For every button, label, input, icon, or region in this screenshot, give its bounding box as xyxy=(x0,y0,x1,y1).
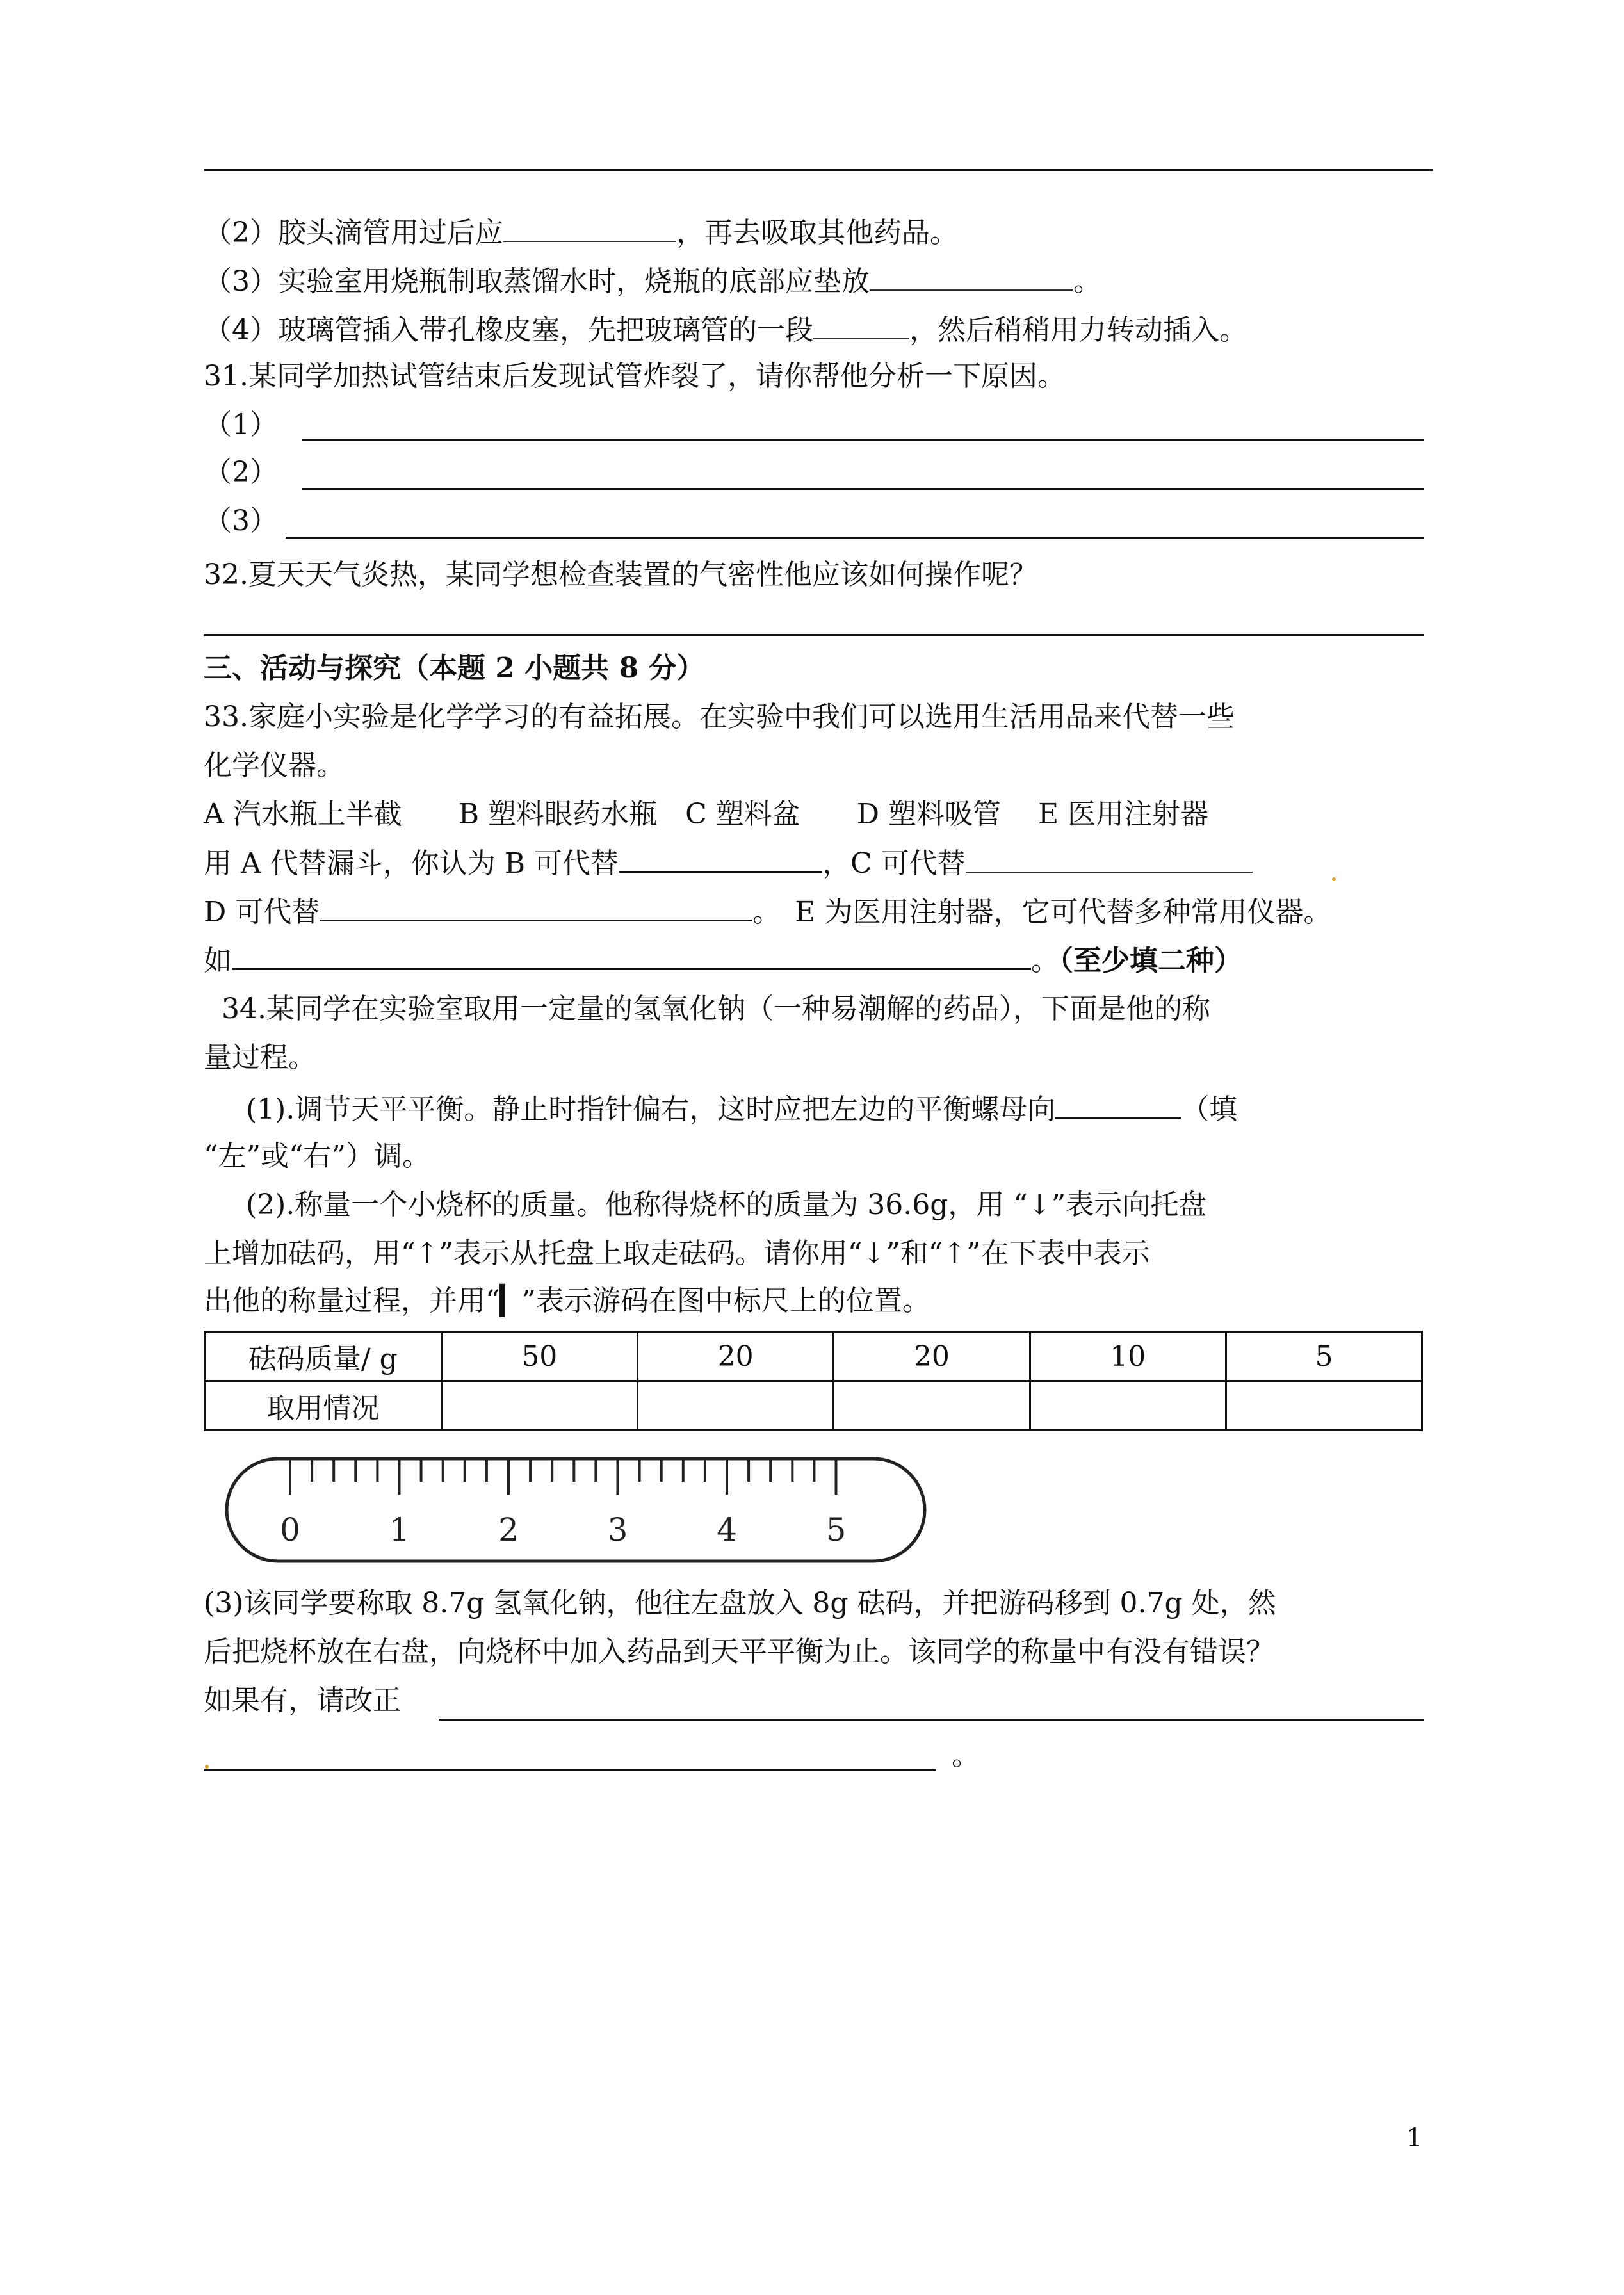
q33-line5: D 可代替 。 E 为医用注射器，它可代替多种常用仪器。 xyxy=(204,891,1331,932)
q34-s3-answer-line-2[interactable] xyxy=(204,1769,936,1771)
ruler-label: 3 xyxy=(607,1511,628,1548)
q31-item-3: （3） xyxy=(204,505,278,537)
usage-cell[interactable] xyxy=(1030,1381,1226,1431)
q34-s1-blank[interactable] xyxy=(1055,1089,1181,1119)
q31-question: 31.某同学加热试管结束后发现试管炸裂了，请你帮他分析一下原因。 xyxy=(204,360,1066,393)
q33-blank-b[interactable] xyxy=(619,843,822,873)
usage-cell[interactable] xyxy=(1226,1381,1422,1431)
q33-options: A 汽水瓶上半截 B 塑料眼药水瓶 C 塑料盆 D 塑料吸管 E 医用注射器 xyxy=(204,798,1209,831)
weights-table xyxy=(204,1331,1423,1431)
q34-s3-line1: (3)该同学要称取 8.7g 氢氧化钠，他往左盘放入 8g 砝码，并把游码移到 0.7g 处，然 xyxy=(204,1587,1276,1619)
q34-s2-line3: 出他的称量过程，并用“▎”表示游码在图中标尺上的位置。 xyxy=(204,1285,930,1317)
q33-line4: 用 A 代替漏斗，你认为 B 可代替 ，C 可代替 xyxy=(204,843,1253,883)
table-header-cell: 砝码质量/ g xyxy=(205,1332,442,1381)
q33-line2: 化学仪器。 xyxy=(204,749,345,782)
ruler-outline xyxy=(227,1459,925,1561)
q30-line2: （2）胶头滴管用过后应 ，再去吸取其他药品。 xyxy=(204,213,958,252)
q34-s1-line1: (1).调节天平平衡。静止时指针偏右，这时应把左边的平衡螺母向 （填 xyxy=(246,1089,1237,1129)
q30-blank3[interactable] xyxy=(870,261,1073,291)
q34-s3-answer-line-1[interactable] xyxy=(439,1719,1424,1721)
section3-title: 三、活动与探究（本题 2 小题共 8 分） xyxy=(204,652,705,685)
q32-answer-line[interactable] xyxy=(204,634,1424,636)
q32-question: 32.夏天天气炎热，某同学想检查装置的气密性他应该如何操作呢？ xyxy=(204,558,1037,591)
ruler-label: 4 xyxy=(717,1511,737,1548)
balance-ruler[interactable] xyxy=(218,1454,935,1575)
q33-blank-e[interactable] xyxy=(232,940,1031,970)
table-row xyxy=(205,1381,1422,1431)
q31-answer-line-1[interactable] xyxy=(302,439,1424,441)
stray-mark-1 xyxy=(1332,877,1336,881)
usage-cell[interactable] xyxy=(834,1381,1030,1431)
q30-blank4[interactable] xyxy=(813,310,909,339)
q34-s2-line1: (2).称量一个小烧杯的质量。他称得烧杯的质量为 36.6g，用 “↓”表示向托盘 xyxy=(246,1188,1207,1221)
q31-item-2: （2） xyxy=(204,456,278,489)
q30-line3: （3）实验室用烧瓶制取蒸馏水时，烧瓶的底部应垫放 。 xyxy=(204,261,1101,301)
table-row-label: 取用情况 xyxy=(205,1381,442,1431)
q34-s2-line2: 上增加砝码，用“↑”表示从托盘上取走砝码。请你用“↓”和“↑”在下表中表示 xyxy=(204,1237,1150,1270)
q34-s3-line2: 后把烧杯放在右盘，向烧杯中加入药品到天平平衡为止。该同学的称量中有没有错误？ xyxy=(204,1635,1274,1668)
mass-cell: 10 xyxy=(1030,1332,1226,1381)
q30-blank2[interactable] xyxy=(503,213,676,242)
q34-s3-end: 。 xyxy=(952,1739,980,1772)
q34-line1: 34.某同学在实验室取用一定量的氢氧化钠（一种易潮解的药品），下面是他的称 xyxy=(222,993,1210,1025)
q34-line2: 量过程。 xyxy=(204,1041,316,1074)
ruler-label: 1 xyxy=(389,1511,410,1548)
usage-cell[interactable] xyxy=(637,1381,833,1431)
mass-cell: 50 xyxy=(441,1332,637,1381)
q33-blank-d[interactable] xyxy=(320,891,752,921)
header-rule xyxy=(204,169,1433,171)
q33-line6: 如 。（至少填二种） xyxy=(204,940,1242,980)
q31-item-1: （1） xyxy=(204,409,278,441)
q34-s1-line2: “左”或“右”）调。 xyxy=(204,1140,430,1172)
q33-line1: 33.家庭小实验是化学学习的有益拓展。在实验中我们可以选用生活用品来代替一些 xyxy=(204,701,1235,733)
usage-cell[interactable] xyxy=(441,1381,637,1431)
ruler-label: 2 xyxy=(498,1511,519,1548)
mass-cell: 20 xyxy=(637,1332,833,1381)
ruler-label: 0 xyxy=(280,1511,300,1548)
ruler-ticks xyxy=(290,1459,836,1495)
q30-line4: （4）玻璃管插入带孔橡皮塞，先把玻璃管的一段 ，然后稍稍用力转动插入。 xyxy=(204,310,1247,350)
q31-answer-line-3[interactable] xyxy=(286,537,1424,539)
q33-blank-c[interactable] xyxy=(966,843,1253,873)
q31-answer-line-2[interactable] xyxy=(302,488,1424,490)
q34-s3-line3: 如果有，请改正 xyxy=(204,1684,401,1717)
mass-cell: 20 xyxy=(834,1332,1030,1381)
page-number: 1 xyxy=(1406,2123,1423,2153)
mass-cell: 5 xyxy=(1226,1332,1422,1381)
ruler-label: 5 xyxy=(825,1511,847,1548)
table-row xyxy=(205,1332,1422,1381)
ruler-labels xyxy=(280,1511,846,1548)
